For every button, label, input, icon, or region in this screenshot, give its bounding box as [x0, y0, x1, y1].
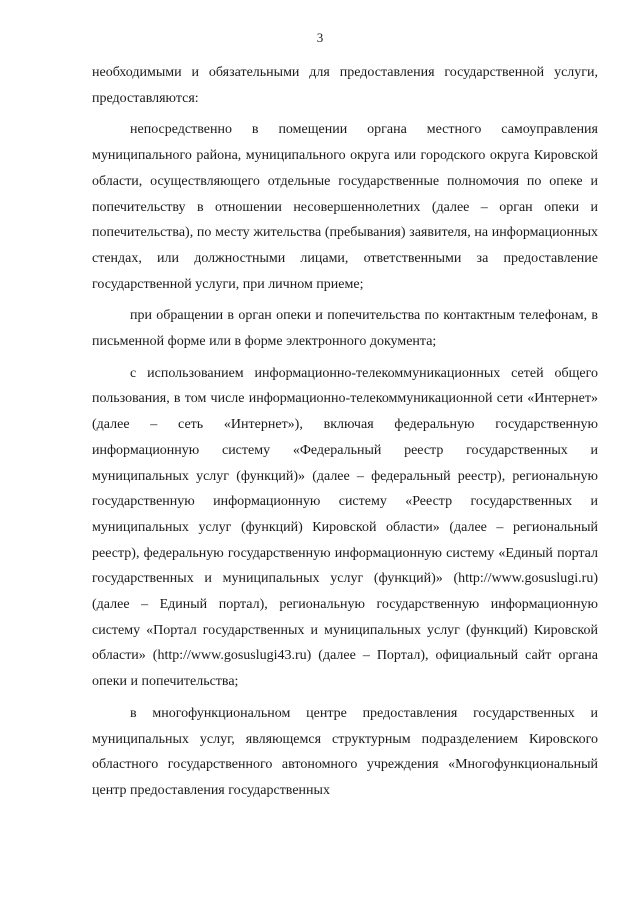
paragraph-by-phone-or-written: при обращении в орган опеки и попечительства по контактным телефонам, в письменной форме или в форме электронного документа; — [92, 308, 598, 350]
paragraph-continuation: необходимыми и обязательными для предоставления государственной услуги, предоставляются: — [92, 65, 598, 106]
page-number: 3 — [316, 30, 324, 45]
paragraph-in-person: непосредственно в помещении органа местного самоуправления муниципального района, муниципального округа или городского округа Кировской области, осуществляющего отдельные государственные полномочия по опеке и попечительству в отношении несовершеннолетних (далее – орган опеки и попечительства), по месту жительства (пребывания) заявителя, на информационных стендах, или должностными лицами, ответственными за предоставление государственной услуги, при личном приеме; — [92, 122, 598, 292]
paragraph-via-internet: с использованием информационно-телекоммуникационных сетей общего пользования, в том числе информационно-телекоммуникационной сети «Интернет» (далее – сеть «Интернет»), включая федеральную государственную информационную систему «Федеральный реестр государственных и муниципальных услуг (функций)» (далее – федеральный реестр), региональную государственную информационную систему «Реестр государственных и муниципальных услуг (функций) Кировской области» (далее – региональный реестр), федеральную государственную информационную систему «Единый портал государственных и муниципальных услуг (функций)» (http://www.gosuslugi.ru) (далее – Единый портал), региональную государственную информационную систему «Портал государственных и муниципальных услуг (функций) Кировской области» (http://www.gosuslugi43.ru) (далее – Портал), официальный сайт органа опеки и попечительства; — [92, 365, 598, 690]
document-body — [92, 60, 598, 804]
paragraph-mfc: в многофункциональном центре предоставления государственных и муниципальных услуг, являющемся структурным подразделением Кировского областного государственного автономного учреждения «Многофункциональный центр предоставления государственных — [92, 705, 598, 798]
